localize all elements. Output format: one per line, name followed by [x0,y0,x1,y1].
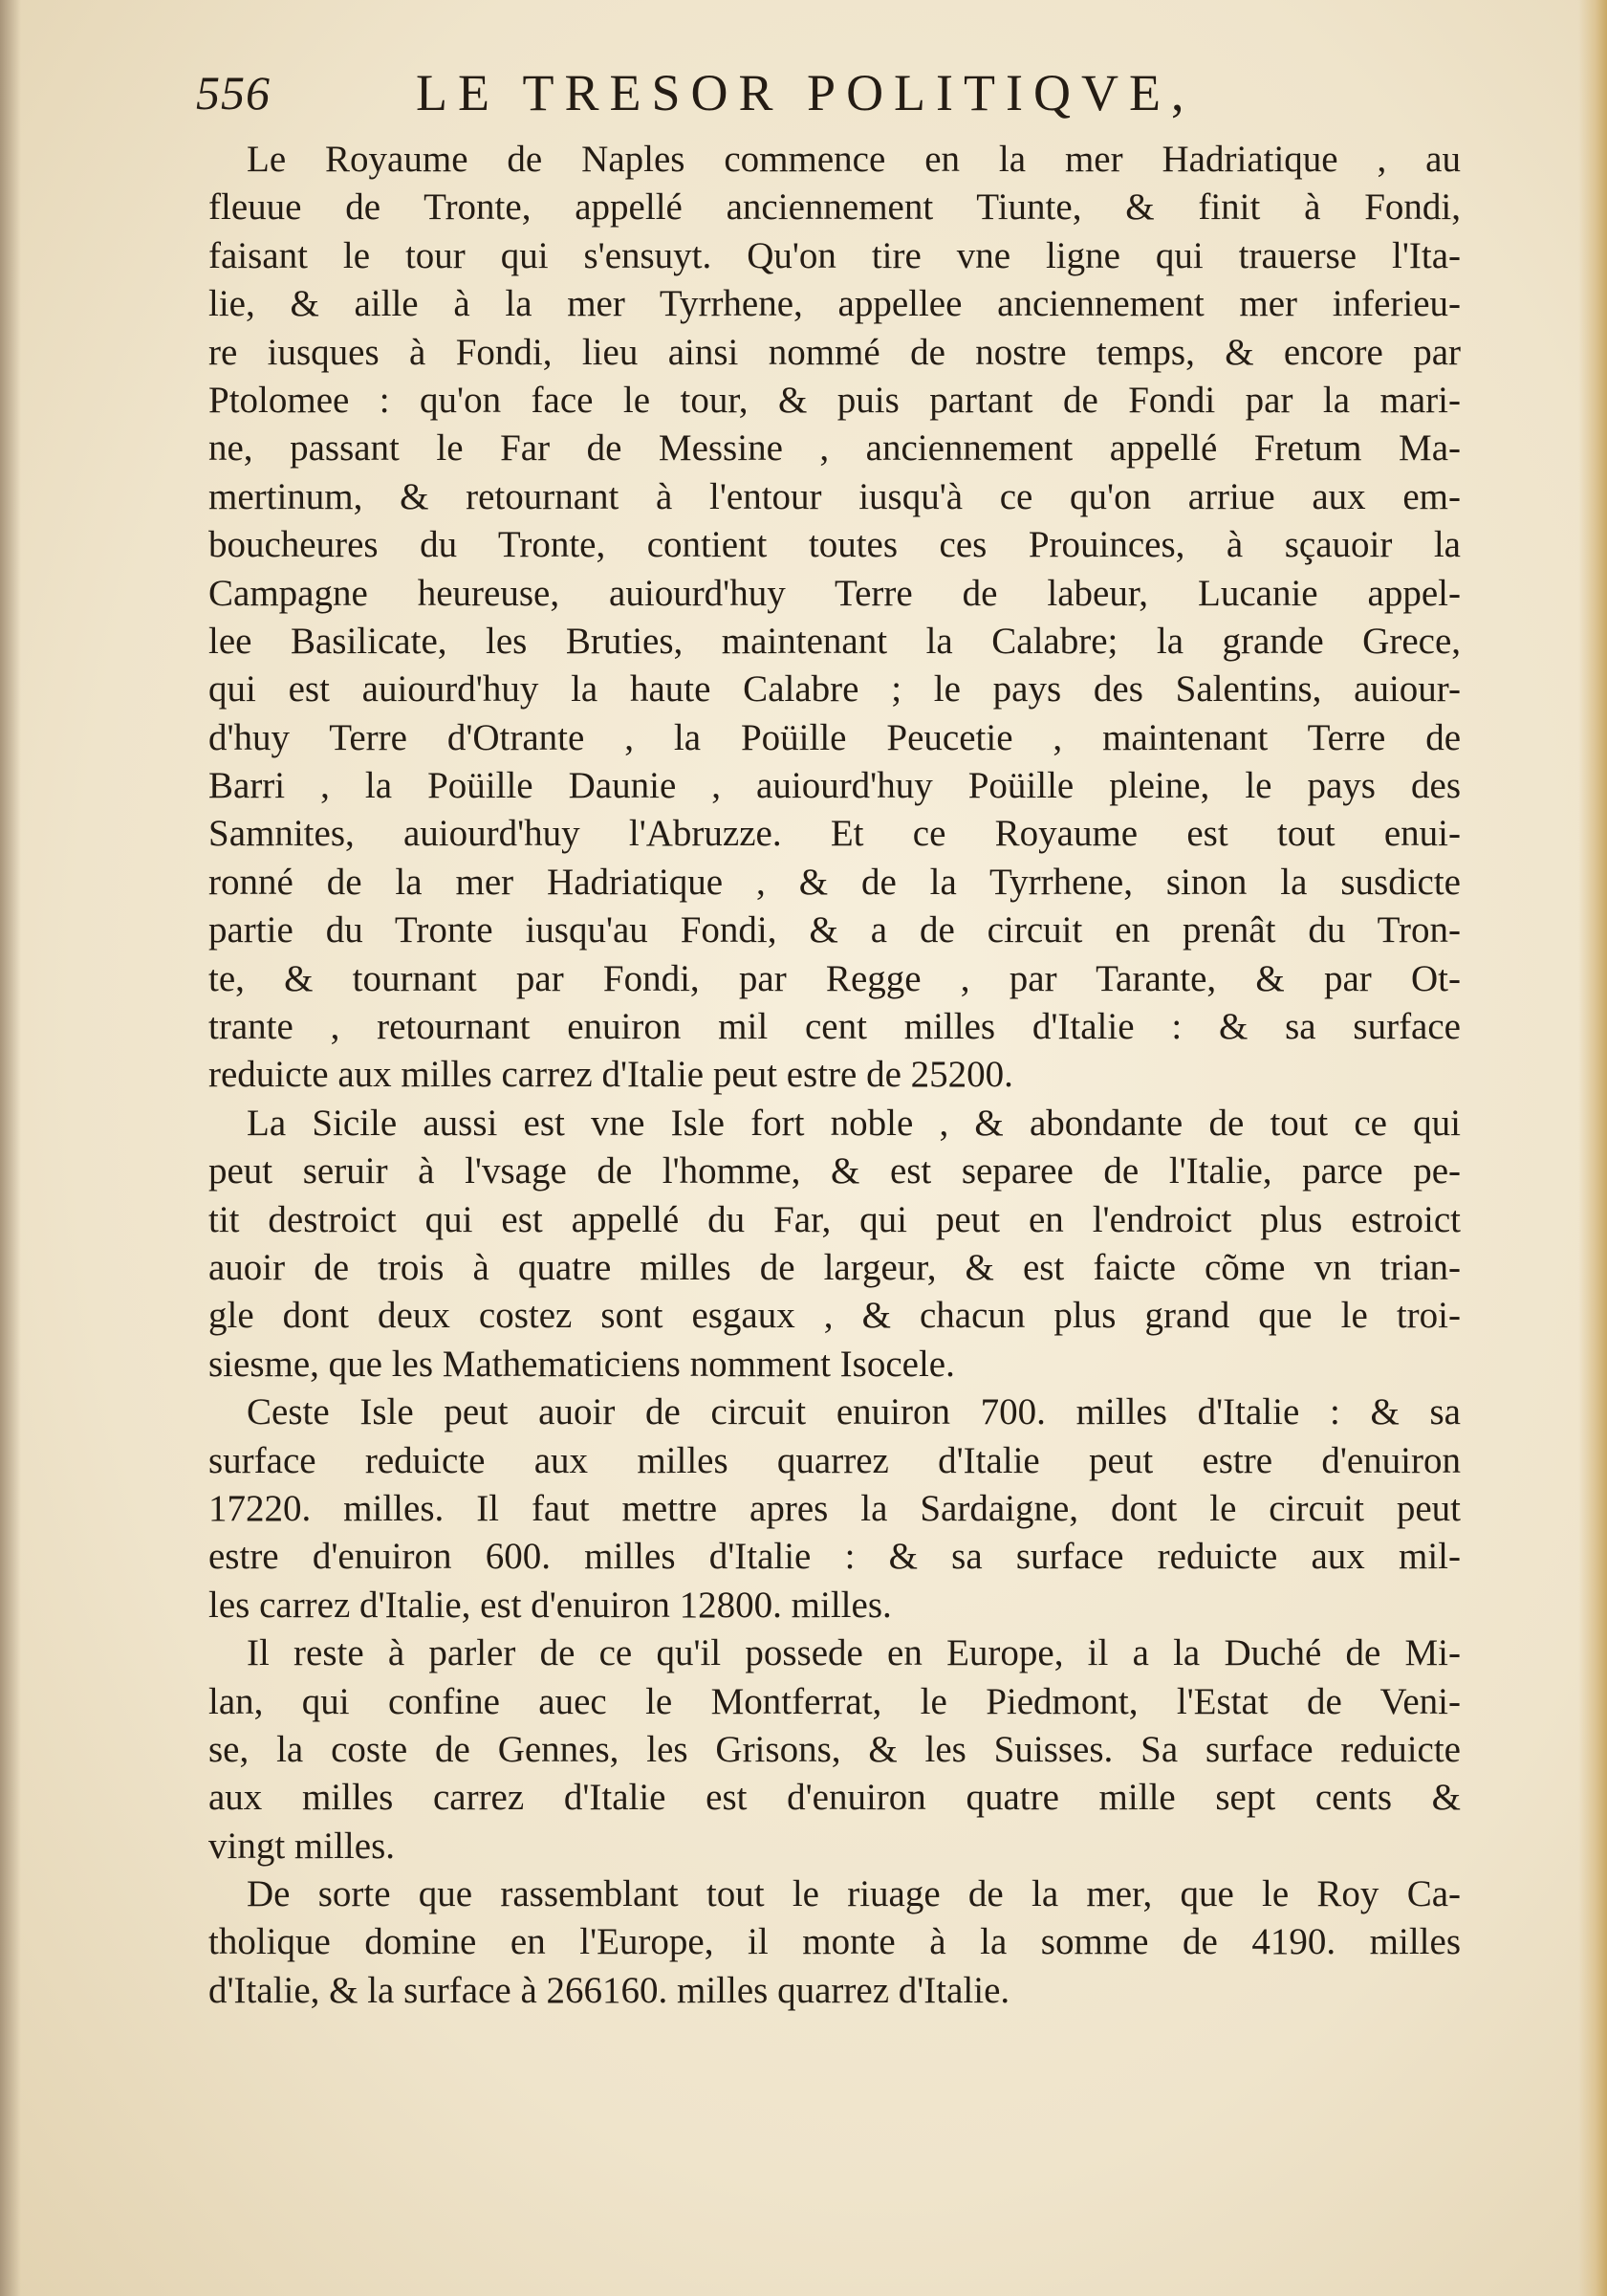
text-line: Le Royaume de Naples commence en la mer Hadriatique , au [247,139,1461,180]
text-line: se, la coste de Gennes, les Grisons, & les Suisses. Sa surface reduicte [208,1728,1461,1770]
text-line: d'huy Terre d'Otrante , la Poüille Peucetie , maintenant Terre de [208,716,1461,758]
text-line: fleuue de Tronte, appellé anciennement Tiunte, & finit à Fondi, [208,186,1461,229]
text-line: lan, qui confine auec le Montferrat, le Piedmont, l'Estat de Veni- [208,1680,1461,1722]
text-line: aux milles carrez d'Italie est d'enuiron quatre mille sept cents & [208,1777,1461,1819]
text-line: te, & tournant par Fondi, par Regge , par Tarante, & par Ot- [208,957,1461,999]
text-line: Ptolomee : qu'on face le tour, & puis partant de Fondi par la mari- [208,379,1461,421]
text-line: reduicte aux milles carrez d'Italie peut estre de 25200. [208,1054,1013,1096]
paragraph-ceste-isle [208,1389,1461,1629]
text-line: peut seruir à l'vsage de l'homme, & est separee de l'Italie, parce pe- [208,1150,1461,1192]
text-line: trante , retournant enuiron mil cent milles d'Italie : & sa surface [208,1006,1461,1048]
text-line: auoir de trois à quatre milles de largeur, & est faicte cõme vn trian- [208,1246,1461,1288]
paragraph-de-sorte [208,1870,1461,2015]
paragraph-milan [208,1629,1461,1870]
text-line: estre d'enuiron 600. milles d'Italie : & sa surface reduicte aux mil- [208,1536,1461,1578]
text-line: faisant le tour qui s'ensuyt. Qu'on tire vne ligne qui trauerse l'Ita- [208,234,1461,276]
paragraph-naples [208,136,1461,1100]
text-line: d'Italie, & la surface à 266160. milles quarrez d'Italie. [208,1969,1010,2011]
text-line: Barri , la Poüille Daunie , auiourd'huy Poüille pleine, le pays des [208,765,1461,807]
text-line: lie, & aille à la mer Tyrrhene, appellee anciennement mer inferieu- [208,283,1461,325]
text-line: les carrez d'Italie, est d'enuiron 12800. milles. [208,1584,892,1626]
page-number: 556 [196,66,271,120]
body-text [208,136,1461,2015]
text-line: Samnites, auiourd'huy l'Abruzze. Et ce Royaume est tout enui- [208,813,1461,855]
text-line: gle dont deux costez sont esgaux , & chacun plus grand que le troi- [208,1295,1461,1337]
text-line: re iusques à Fondi, lieu ainsi nommé de nostre temps, & encore par [208,331,1461,373]
gutter-shadow [0,0,21,2296]
running-head [196,59,1458,136]
text-line: surface reduicte aux milles quarrez d'Italie peut estre d'enuiron [208,1439,1461,1481]
text-line: Il reste à parler de ce qu'il possede en Europe, il a la Duché de Mi- [247,1632,1461,1674]
text-line: mertinum, & retournant à l'entour iusqu'à ce qu'on arriue aux em- [208,475,1461,517]
running-title: LE TRESOR POLITIQVE, [416,64,1195,121]
page-edge [1578,0,1607,2296]
text-line: Ceste Isle peut auoir de circuit enuiron 700. milles d'Italie : & sa [247,1391,1461,1433]
text-line: ne, passant le Far de Messine , anciennement appellé Fretum Ma- [208,427,1461,470]
text-line: De sorte que rassemblant tout le riuage de la mer, que le Roy Ca- [247,1873,1461,1915]
text-line: tit destroict qui est appellé du Far, qui peut en l'endroict plus estroict [208,1198,1461,1240]
text-line: Campagne heureuse, auiourd'huy Terre de labeur, Lucanie appel- [208,572,1461,614]
text-line: vingt milles. [208,1825,395,1867]
text-line: La Sicile aussi est vne Isle fort noble , & abondante de tout ce qui [247,1102,1461,1144]
text-line: lee Basilicate, les Bruties, maintenant la Calabre; la grande Grece, [208,620,1461,662]
text-line: qui est auiourd'huy la haute Calabre ; le pays des Salentins, auiour- [208,668,1461,711]
text-line: 17220. milles. Il faut mettre apres la Sardaigne, dont le circuit peut [208,1487,1461,1529]
text-line: tholique domine en l'Europe, il monte à la somme de 4190. milles [208,1921,1461,1963]
text-line: ronné de la mer Hadriatique , & de la Tyrrhene, sinon la susdicte [208,861,1461,903]
paragraph-sicile [208,1100,1461,1389]
text-line: siesme, que les Mathematiciens nomment Isocele. [208,1343,955,1385]
text-line: partie du Tronte iusqu'au Fondi, & a de circuit en prenât du Tron- [208,909,1461,951]
text-line: boucheures du Tronte, contient toutes ces Prouinces, à sçauoir la [208,524,1461,566]
